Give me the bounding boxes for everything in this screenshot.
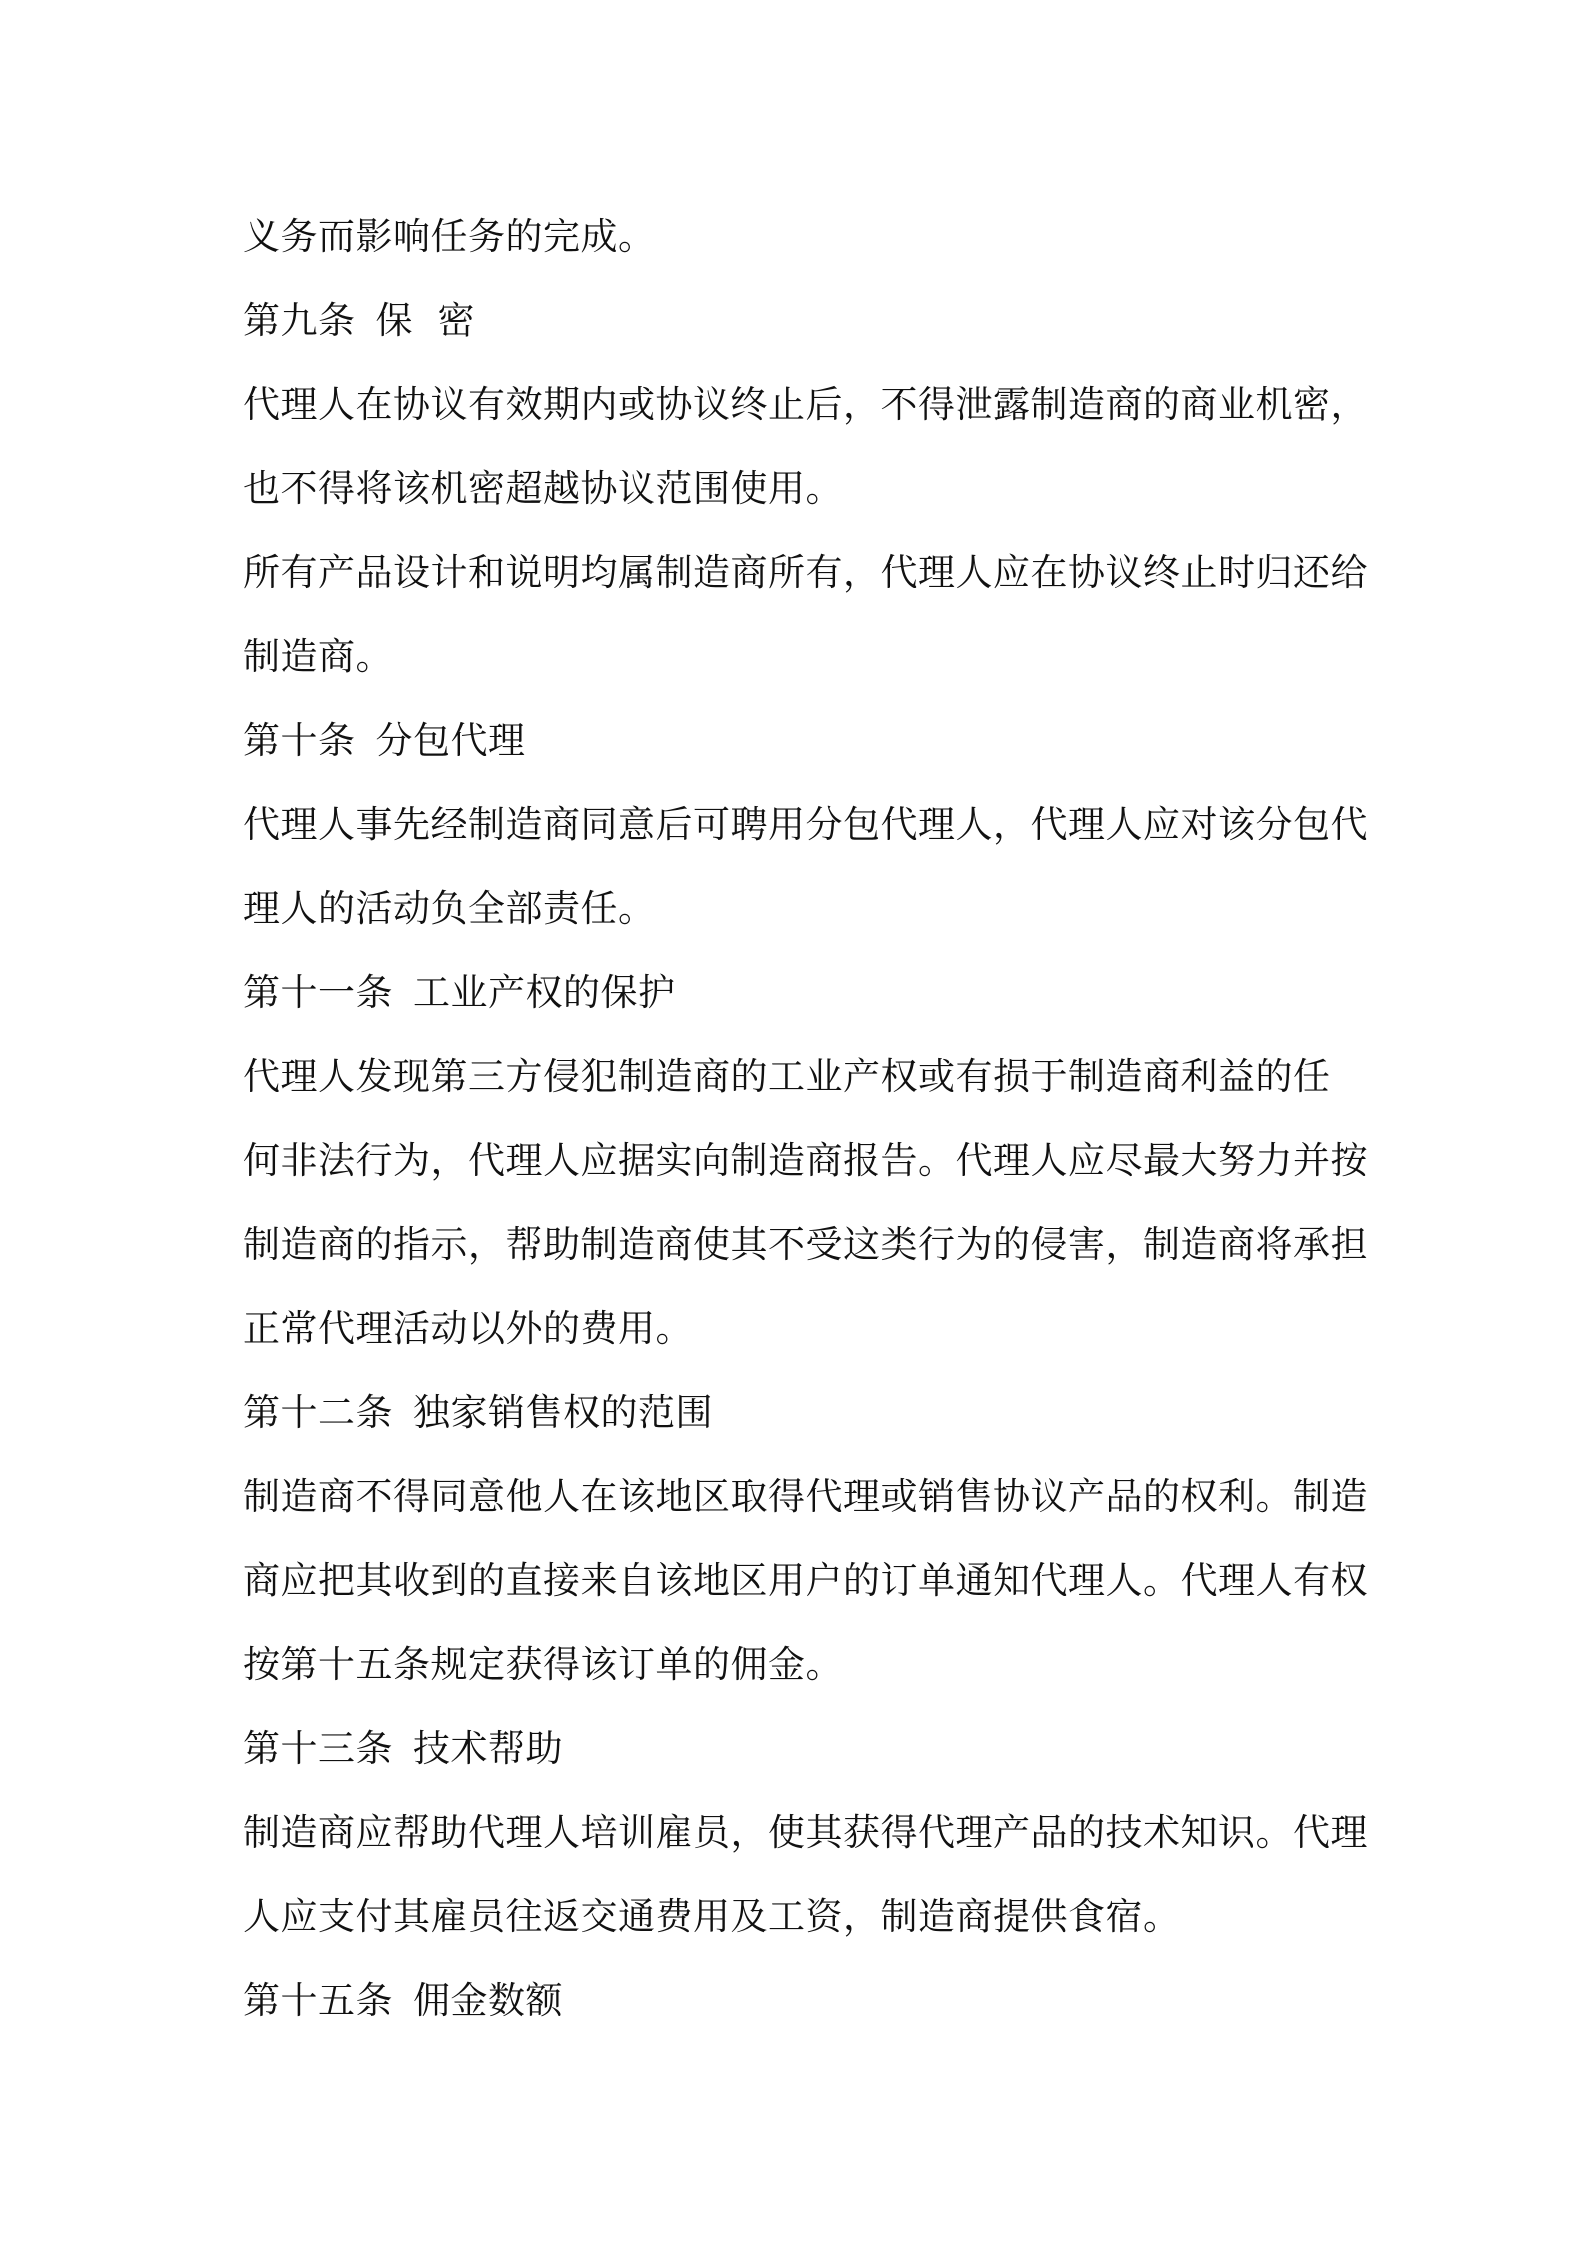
article-title: 佣金数额 (413, 1979, 563, 2022)
article-title: 工业产权的保护 (413, 971, 676, 1014)
article-title: 分包代理 (375, 719, 526, 762)
article-number: 第十条 (243, 719, 356, 762)
paragraph-line: 制造商。 (243, 635, 393, 678)
paragraph-line: 制造商的指示，帮助制造商使其不受这类行为的侵害，制造商将承担 (243, 1223, 1368, 1266)
article-number: 第九条 (243, 299, 356, 342)
article-title: 独家销售权的范围 (413, 1391, 713, 1434)
paragraph-line: 也不得将该机密超越协议范围使用。 (243, 467, 843, 510)
article-title: 技术帮助 (413, 1727, 563, 1770)
article-heading (243, 279, 1363, 363)
article-heading (243, 1707, 1363, 1791)
article-heading (243, 951, 1363, 1035)
paragraph-line: 代理人发现第三方侵犯制造商的工业产权或有损于制造商利益的任 (243, 1055, 1331, 1098)
article-number: 第十三条 (243, 1727, 393, 1770)
article-number: 第十一条 (243, 971, 393, 1014)
document-body (243, 195, 1368, 2043)
paragraph-line: 何非法行为，代理人应据实向制造商报告。代理人应尽最大努力并按 (243, 1139, 1368, 1182)
article-number: 第十五条 (243, 1979, 393, 2022)
article-title: 保 密 (375, 299, 476, 342)
paragraph-line: 制造商应帮助代理人培训雇员，使其获得代理产品的技术知识。代理 (243, 1811, 1368, 1854)
paragraph-line: 正常代理活动以外的费用。 (243, 1307, 693, 1350)
article-heading (243, 699, 1363, 783)
paragraph-line: 所有产品设计和说明均属制造商所有，代理人应在协议终止时归还给 (243, 551, 1368, 594)
paragraph-line: 理人的活动负全部责任。 (243, 887, 656, 930)
paragraph-line: 代理人在协议有效期内或协议终止后，不得泄露制造商的商业机密， (243, 383, 1368, 426)
article-heading (243, 1371, 1363, 1455)
paragraph-line: 代理人事先经制造商同意后可聘用分包代理人，代理人应对该分包代 (243, 803, 1368, 846)
article-number: 第十二条 (243, 1391, 393, 1434)
paragraph-line: 义务而影响任务的完成。 (243, 215, 656, 258)
article-heading (243, 1959, 1363, 2043)
paragraph-line: 按第十五条规定获得该订单的佣金。 (243, 1643, 843, 1686)
paragraph-line: 人应支付其雇员往返交通费用及工资，制造商提供食宿。 (243, 1895, 1181, 1938)
paragraph-line: 制造商不得同意他人在该地区取得代理或销售协议产品的权利。制造 (243, 1475, 1368, 1518)
paragraph-line: 商应把其收到的直接来自该地区用户的订单通知代理人。代理人有权 (243, 1559, 1368, 1602)
